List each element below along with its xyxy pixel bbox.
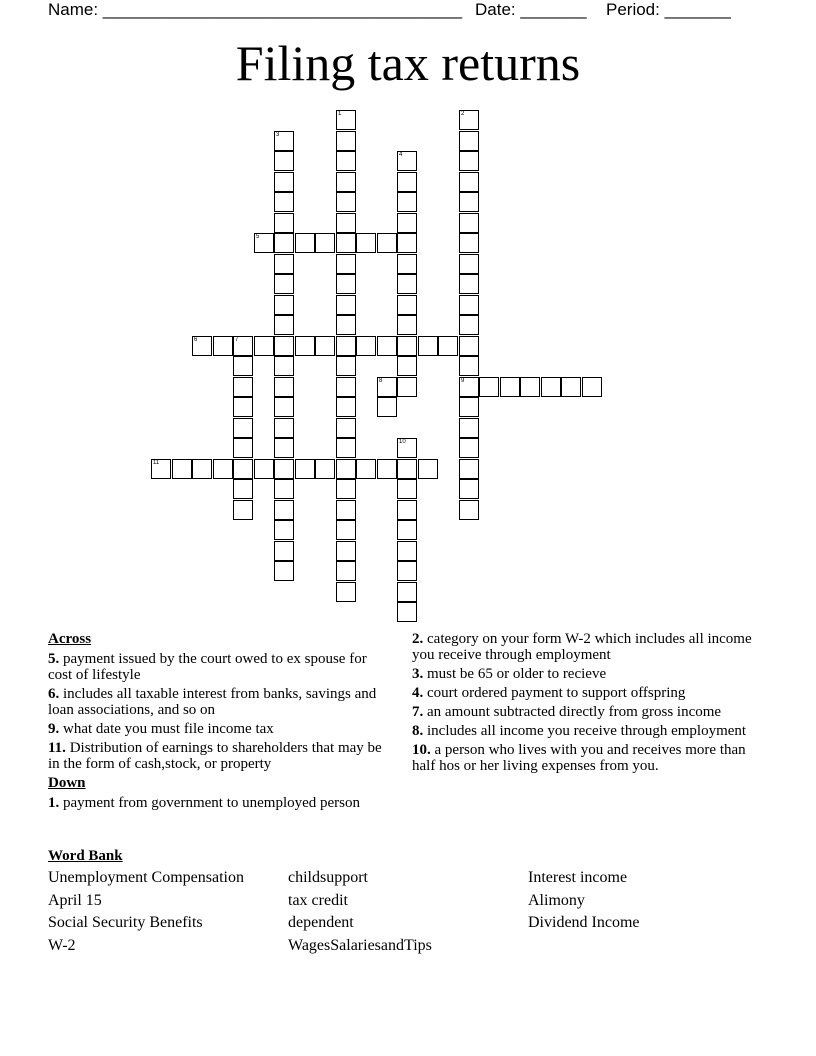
crossword-cell[interactable] [274, 213, 294, 233]
crossword-cell[interactable] [397, 295, 417, 315]
crossword-cell[interactable] [336, 315, 356, 335]
crossword-cell[interactable] [274, 274, 294, 294]
crossword-cell[interactable] [336, 356, 356, 376]
word-bank-item: dependent [288, 914, 354, 931]
crossword-cell[interactable] [459, 110, 479, 130]
crossword-cell[interactable] [233, 459, 253, 479]
crossword-cell[interactable] [397, 254, 417, 274]
crossword-cell[interactable] [274, 233, 294, 253]
crossword-cell[interactable] [233, 479, 253, 499]
clue-number: 11 [153, 460, 160, 466]
clue-item-text: category on your form W-2 which includes all income you receive through employment [412, 631, 752, 663]
crossword-cell[interactable] [459, 151, 479, 171]
date-field[interactable]: Date: _______ [475, 0, 587, 19]
crossword-cell[interactable] [459, 397, 479, 417]
word-bank-column-3 [528, 867, 640, 935]
crossword-cell[interactable] [295, 459, 315, 479]
crossword-cell[interactable] [459, 336, 479, 356]
crossword-cell[interactable] [397, 151, 417, 171]
crossword-cell[interactable] [192, 336, 212, 356]
crossword-cell[interactable] [336, 397, 356, 417]
crossword-cell[interactable] [233, 418, 253, 438]
crossword-cell[interactable] [274, 192, 294, 212]
clue-item-text: must be 65 or older to recieve [423, 666, 607, 682]
word-bank-column-1 [48, 867, 244, 957]
clue-item [412, 704, 762, 720]
clue-number: 9 [461, 378, 465, 384]
crossword-cell[interactable] [541, 377, 561, 397]
crossword-cell[interactable] [233, 336, 253, 356]
crossword-cell[interactable] [315, 459, 335, 479]
crossword-cell[interactable] [274, 254, 294, 274]
crossword-cell[interactable] [274, 479, 294, 499]
crossword-cell[interactable] [459, 254, 479, 274]
crossword-cell[interactable] [500, 377, 520, 397]
crossword-cell[interactable] [418, 336, 438, 356]
crossword-cell[interactable] [213, 336, 233, 356]
clue-item-text: what date you must file income tax [59, 721, 274, 737]
clue-item [48, 686, 388, 718]
crossword-cell[interactable] [397, 336, 417, 356]
crossword-cell[interactable] [254, 233, 274, 253]
crossword-cell[interactable] [274, 397, 294, 417]
word-bank-item: tax credit [288, 891, 348, 909]
crossword-cell[interactable] [336, 213, 356, 233]
crossword-cell[interactable] [172, 459, 192, 479]
word-bank-item: April 15 [48, 891, 102, 909]
clue-number: 5 [256, 234, 260, 240]
period-field[interactable]: Period: _______ [606, 0, 731, 19]
crossword-cell[interactable] [336, 541, 356, 561]
crossword-cell[interactable] [397, 500, 417, 520]
crossword-cell[interactable] [459, 213, 479, 233]
crossword-cell[interactable] [397, 459, 417, 479]
crossword-cell[interactable] [233, 356, 253, 376]
clues-column-right [412, 631, 762, 777]
crossword-cell[interactable] [254, 336, 274, 356]
word-bank-item: childsupport [288, 869, 368, 886]
crossword-cell[interactable] [397, 479, 417, 499]
crossword-cell[interactable] [274, 520, 294, 540]
clue-number: 10 [399, 439, 406, 445]
crossword-cell[interactable] [274, 131, 294, 151]
crossword-cell[interactable] [459, 131, 479, 151]
clue-item-number: 2. [412, 631, 424, 647]
clues-column-left [48, 631, 388, 814]
crossword-cell[interactable] [336, 520, 356, 540]
crossword-cell[interactable] [377, 233, 397, 253]
crossword-cell[interactable] [336, 274, 356, 294]
crossword-cell[interactable] [397, 541, 417, 561]
crossword-cell[interactable] [356, 233, 376, 253]
clue-item-text: payment issued by the court owed to ex spouse for cost of lifestyle [48, 651, 367, 683]
crossword-cell[interactable] [459, 274, 479, 294]
clue-item-text: Distribution of earnings to shareholders that may be in the form of cash,stock, or property [48, 740, 382, 772]
across-heading: Across [48, 631, 92, 647]
crossword-cell[interactable] [377, 336, 397, 356]
down-heading: Down [48, 775, 86, 791]
clue-item-text: court ordered payment to support offspring [423, 685, 686, 701]
crossword-cell[interactable] [213, 459, 233, 479]
word-bank-item: Alimony [528, 891, 585, 909]
clue-item-number: 7. [412, 704, 424, 720]
crossword-cell[interactable] [151, 459, 171, 479]
crossword-cell[interactable] [397, 582, 417, 602]
crossword-cell[interactable] [274, 356, 294, 376]
crossword-cell[interactable] [459, 295, 479, 315]
crossword-cell[interactable] [459, 479, 479, 499]
clue-number: 3 [276, 132, 280, 138]
crossword-cell[interactable] [274, 541, 294, 561]
crossword-cell[interactable] [336, 438, 356, 458]
crossword-cell[interactable] [459, 418, 479, 438]
crossword-cell[interactable] [336, 233, 356, 253]
crossword-cell[interactable] [274, 295, 294, 315]
crossword-cell[interactable] [459, 233, 479, 253]
crossword-cell[interactable] [459, 377, 479, 397]
crossword-cell[interactable] [377, 459, 397, 479]
crossword-cell[interactable] [397, 377, 417, 397]
crossword-cell[interactable] [356, 336, 376, 356]
crossword-cell[interactable] [397, 172, 417, 192]
clue-number: 4 [399, 152, 403, 158]
clue-item [48, 651, 388, 683]
crossword-cell[interactable] [397, 213, 417, 233]
clue-item-text: payment from government to unemployed person [59, 795, 361, 811]
clue-item-text: an amount subtracted directly from gross income [423, 704, 722, 720]
down-clue-list-part1 [48, 795, 388, 811]
crossword-cell[interactable] [397, 356, 417, 376]
crossword-cell[interactable] [274, 438, 294, 458]
crossword-cell[interactable] [336, 295, 356, 315]
crossword-cell[interactable] [336, 172, 356, 192]
page-title: Filing tax returns [235, 35, 581, 91]
crossword-cell[interactable] [397, 520, 417, 540]
clue-item-number: 6. [48, 686, 60, 702]
clue-item-number: 11. [48, 740, 66, 756]
word-bank-column-2 [288, 867, 432, 957]
clue-item [412, 685, 762, 701]
word-bank-item: Dividend Income [528, 914, 640, 931]
clue-item-number: 8. [412, 723, 424, 739]
crossword-cell[interactable] [336, 192, 356, 212]
down-clue-list-part2 [412, 631, 762, 774]
clue-item-number: 9. [48, 721, 60, 737]
crossword-cell[interactable] [336, 131, 356, 151]
clue-item [412, 666, 762, 682]
crossword-cell[interactable] [274, 459, 294, 479]
clue-item-number: 4. [412, 685, 424, 701]
clue-item-text: includes all income you receive through employment [423, 723, 747, 739]
crossword-cell[interactable] [561, 377, 581, 397]
across-clue-list [48, 651, 388, 772]
crossword-cell[interactable] [315, 233, 335, 253]
crossword-cell[interactable] [397, 274, 417, 294]
crossword-cell[interactable] [233, 377, 253, 397]
crossword-cell[interactable] [479, 377, 499, 397]
crossword-cell[interactable] [274, 336, 294, 356]
clue-item [412, 631, 762, 663]
crossword-cell[interactable] [274, 315, 294, 335]
crossword-cell[interactable] [377, 397, 397, 417]
clue-item [48, 795, 388, 811]
crossword-cell[interactable] [397, 602, 417, 622]
crossword-cell[interactable] [459, 500, 479, 520]
crossword-cell[interactable] [397, 438, 417, 458]
crossword-cell[interactable] [233, 397, 253, 417]
crossword-cell[interactable] [274, 500, 294, 520]
crossword-cell[interactable] [233, 500, 253, 520]
crossword-cell[interactable] [336, 254, 356, 274]
crossword-cell[interactable] [377, 377, 397, 397]
clue-item [48, 740, 388, 772]
crossword-cell[interactable] [336, 377, 356, 397]
crossword-cell[interactable] [438, 336, 458, 356]
crossword-cell[interactable] [397, 315, 417, 335]
clue-number: 2 [461, 111, 465, 117]
crossword-cell[interactable] [336, 110, 356, 130]
crossword-cell[interactable] [295, 336, 315, 356]
clue-item-number: 5. [48, 651, 60, 667]
word-bank-item: Unemployment Compensation [48, 869, 244, 886]
clue-item [412, 742, 762, 774]
clue-item-number: 3. [412, 666, 424, 682]
clue-item-number: 10. [412, 742, 431, 758]
word-bank-heading: Word Bank [48, 848, 123, 864]
crossword-cell[interactable] [336, 561, 356, 581]
crossword-cell[interactable] [459, 192, 479, 212]
crossword-cell[interactable] [336, 459, 356, 479]
crossword-cell[interactable] [459, 172, 479, 192]
clue-item [48, 721, 388, 737]
crossword-cell[interactable] [459, 356, 479, 376]
crossword-cell[interactable] [274, 172, 294, 192]
clue-item [412, 723, 762, 739]
crossword-cell[interactable] [274, 377, 294, 397]
crossword-cell[interactable] [274, 151, 294, 171]
clue-number: 7 [235, 337, 239, 343]
crossword-cell[interactable] [459, 459, 479, 479]
crossword-cell[interactable] [336, 151, 356, 171]
crossword-cell[interactable] [336, 582, 356, 602]
clue-item-text: includes all taxable interest from banks, savings and loan associations, and so on [48, 686, 377, 718]
crossword-cell[interactable] [397, 561, 417, 581]
clue-number: 6 [194, 337, 198, 343]
word-bank-item: W-2 [48, 936, 76, 954]
crossword-cell[interactable] [356, 459, 376, 479]
crossword-cell[interactable] [192, 459, 212, 479]
crossword-cell[interactable] [459, 438, 479, 458]
clue-number: 1 [338, 111, 342, 117]
crossword-cell[interactable] [397, 192, 417, 212]
clue-item-text: a person who lives with you and receives more than half hos or her living expenses from you. [412, 742, 746, 774]
crossword-cell[interactable] [459, 315, 479, 335]
crossword-cell[interactable] [397, 233, 417, 253]
crossword-cell[interactable] [520, 377, 540, 397]
crossword-cell[interactable] [295, 233, 315, 253]
word-bank-item: Social Security Benefits [48, 914, 203, 931]
crossword-cell[interactable] [336, 418, 356, 438]
crossword-cell[interactable] [336, 479, 356, 499]
crossword-cell[interactable] [315, 336, 335, 356]
crossword-cell[interactable] [274, 418, 294, 438]
crossword-cell[interactable] [233, 438, 253, 458]
crossword-cell[interactable] [418, 459, 438, 479]
word-bank-item: Interest income [528, 869, 628, 886]
word-bank-item: WagesSalariesandTips [288, 936, 432, 954]
clue-item-number: 1. [48, 795, 60, 811]
crossword-cell[interactable] [336, 336, 356, 356]
crossword-cell[interactable] [336, 500, 356, 520]
clue-number: 8 [379, 378, 383, 384]
crossword-cell[interactable] [274, 561, 294, 581]
name-field[interactable]: Name: ______________________________________ [48, 0, 463, 19]
crossword-cell[interactable] [254, 459, 274, 479]
crossword-cell[interactable] [582, 377, 602, 397]
